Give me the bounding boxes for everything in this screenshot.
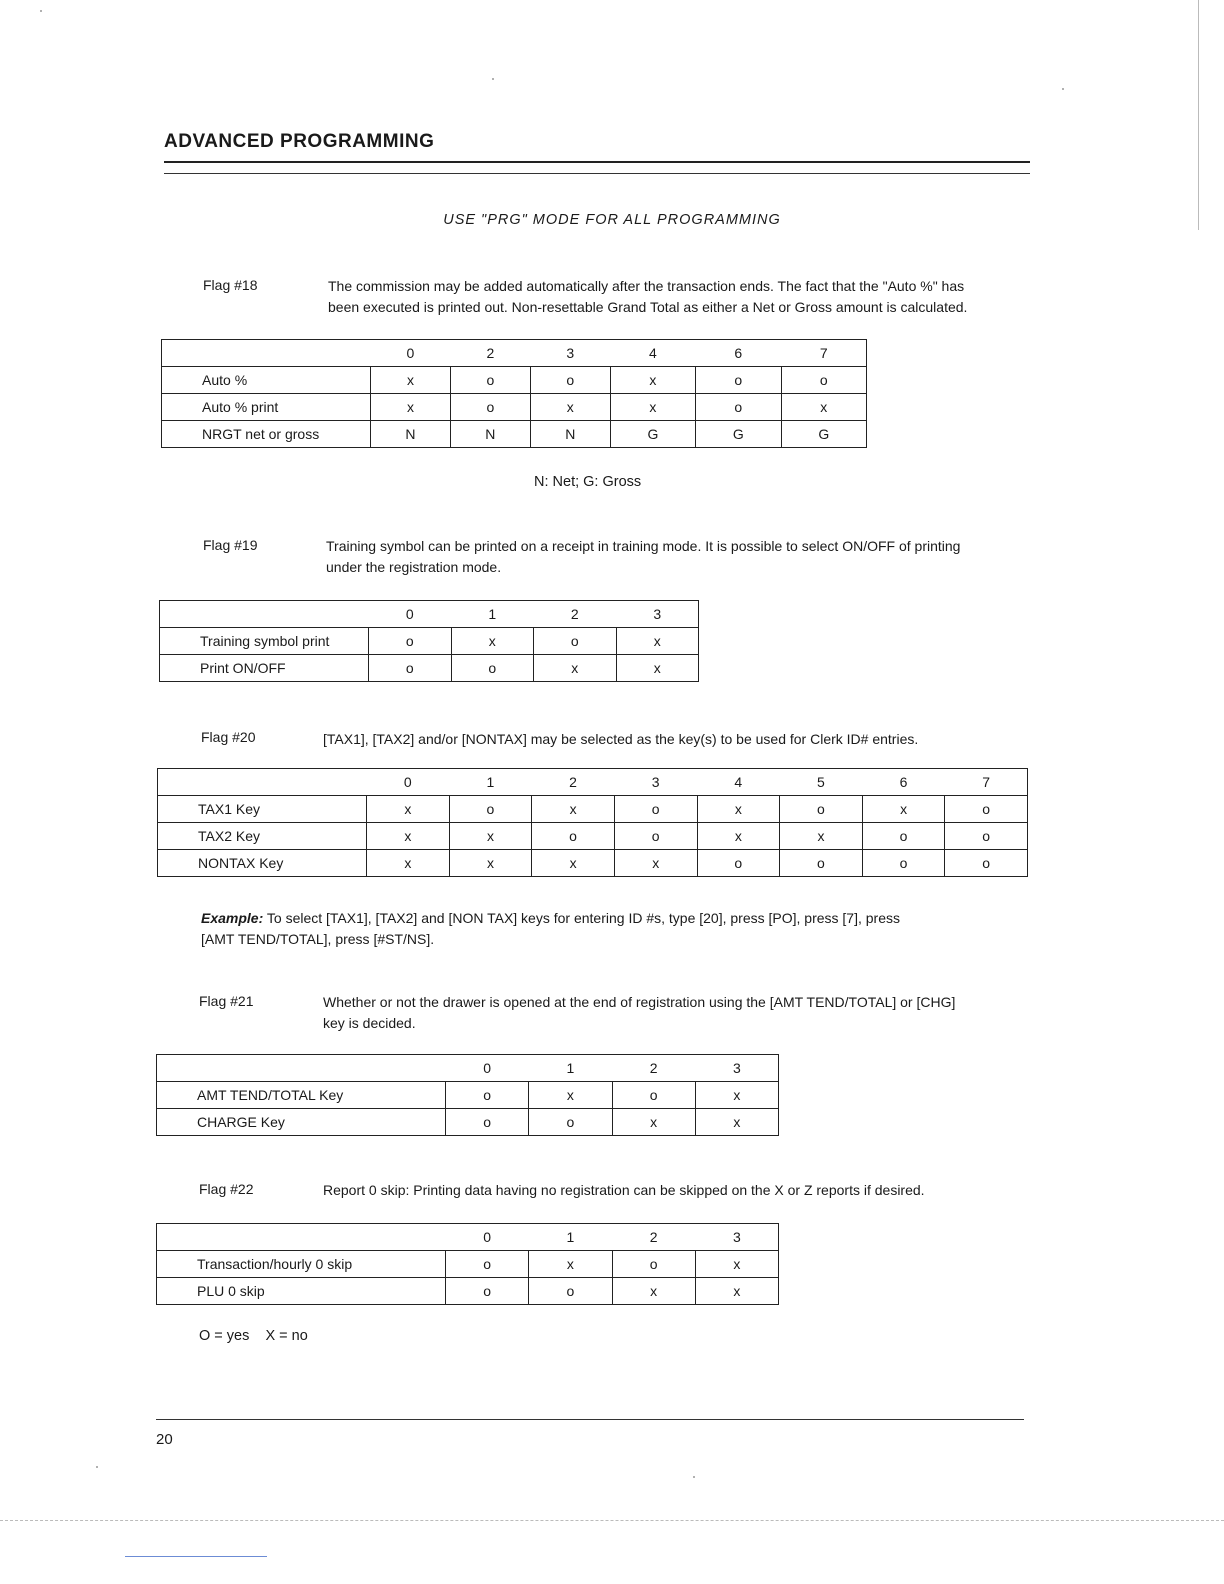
row-label: Auto % <box>162 367 371 394</box>
header-rule-secondary <box>164 173 1030 174</box>
scan-speck <box>40 10 42 12</box>
column-header: 4 <box>610 340 695 367</box>
table-cell: G <box>781 421 866 448</box>
column-header: 3 <box>530 340 610 367</box>
table-cell: o <box>614 823 697 850</box>
flag-21-desc-line: Whether or not the drawer is opened at the end of registration using the [AMT TEND/TOTAL] or [CHG] <box>323 994 956 1010</box>
flag-19-table <box>159 600 699 682</box>
scan-speck <box>1062 88 1064 90</box>
table-row <box>157 1082 779 1109</box>
table-cell: o <box>449 796 532 823</box>
table-cell: o <box>532 823 615 850</box>
table-cell: N <box>530 421 610 448</box>
column-header: 2 <box>534 601 617 628</box>
scan-speck <box>96 1466 98 1468</box>
table-cell: o <box>446 1251 529 1278</box>
table-cell: o <box>862 850 945 877</box>
table-cell: x <box>532 850 615 877</box>
footer-rule <box>156 1419 1024 1420</box>
scan-speck <box>492 78 494 80</box>
table-cell: o <box>446 1278 529 1305</box>
table-cell: G <box>610 421 695 448</box>
table-cell: x <box>612 1278 695 1305</box>
table-corner-cell <box>157 1055 446 1082</box>
flag-21-label: Flag #21 <box>199 993 254 1009</box>
table-cell: x <box>697 796 780 823</box>
table-cell: x <box>534 655 617 682</box>
table-cell: x <box>610 367 695 394</box>
table-cell: x <box>862 796 945 823</box>
column-header: 0 <box>446 1224 529 1251</box>
column-header: 4 <box>697 769 780 796</box>
column-header: 7 <box>781 340 866 367</box>
table-corner-cell <box>158 769 367 796</box>
flag-19-label: Flag #19 <box>203 537 258 553</box>
table-cell: o <box>697 850 780 877</box>
flag-20-description <box>323 729 1033 750</box>
row-label: Training symbol print <box>160 628 369 655</box>
row-label: PLU 0 skip <box>157 1278 446 1305</box>
table-header-row <box>157 1224 779 1251</box>
table-cell: x <box>449 823 532 850</box>
table-cell: x <box>371 367 451 394</box>
row-label: NRGT net or gross <box>162 421 371 448</box>
legend: O = yes X = no <box>199 1328 308 1344</box>
row-label: AMT TEND/TOTAL Key <box>157 1082 446 1109</box>
table-cell: x <box>367 850 450 877</box>
table-cell: x <box>367 796 450 823</box>
table-cell: x <box>529 1082 612 1109</box>
table-cell: o <box>534 628 617 655</box>
flag-22-label: Flag #22 <box>199 1181 254 1197</box>
column-header: 0 <box>446 1055 529 1082</box>
flag-22-table <box>156 1223 779 1305</box>
flag-20-label: Flag #20 <box>201 729 256 745</box>
flag-18-description <box>328 276 1033 318</box>
table-cell: o <box>530 367 610 394</box>
table-cell: x <box>449 850 532 877</box>
column-header: 3 <box>616 601 699 628</box>
table-header-row <box>160 601 699 628</box>
flag-18-desc-line: been executed is printed out. Non-resettable Grand Total as either a Net or Gross amount is calculated. <box>328 299 968 315</box>
table-header-row <box>157 1055 779 1082</box>
example-text: To select [TAX1], [TAX2] and [NON TAX] keys for entering ID #s, type [20], press [PO], press [7], press <box>266 910 900 926</box>
flag-21-description <box>323 992 1033 1034</box>
column-header: 0 <box>367 769 450 796</box>
table-row <box>157 1278 779 1305</box>
table-cell: o <box>945 796 1028 823</box>
scan-speck <box>693 1476 695 1478</box>
table-cell: x <box>781 394 866 421</box>
table-cell: x <box>610 394 695 421</box>
column-header: 3 <box>695 1055 778 1082</box>
flag-19-desc-line: Training symbol can be printed on a receipt in training mode. It is possible to select ON/OFF of printing <box>326 538 961 554</box>
table-cell: x <box>695 1082 778 1109</box>
column-header: 2 <box>612 1224 695 1251</box>
flag-18-note: N: Net; G: Gross <box>534 474 642 490</box>
table-cell: x <box>695 1251 778 1278</box>
column-header: 7 <box>945 769 1028 796</box>
table-cell: x <box>614 850 697 877</box>
flag-21-desc-line: key is decided. <box>323 1015 416 1031</box>
table-cell: o <box>696 367 781 394</box>
column-header: 6 <box>862 769 945 796</box>
table-cell: o <box>450 394 530 421</box>
table-row <box>160 628 699 655</box>
flag-18-desc-line: The commission may be added automatically after the transaction ends. The fact that the "Auto %" has <box>328 278 965 294</box>
table-cell: x <box>616 655 699 682</box>
page-header-title: ADVANCED PROGRAMMING <box>164 131 435 152</box>
example-label: Example: <box>201 910 264 926</box>
table-cell: o <box>612 1082 695 1109</box>
table-cell: o <box>369 628 452 655</box>
flag-22-desc-line: Report 0 skip: Printing data having no registration can be skipped on the X or Z reports if desired. <box>323 1182 925 1198</box>
table-cell: o <box>696 394 781 421</box>
table-corner-cell <box>160 601 369 628</box>
table-cell: o <box>529 1109 612 1136</box>
example-text-line2: [AMT TEND/TOTAL], press [#ST/NS]. <box>201 931 435 947</box>
table-cell: x <box>612 1109 695 1136</box>
flag-20-table <box>157 768 1028 877</box>
table-cell: o <box>529 1278 612 1305</box>
table-row <box>158 850 1028 877</box>
table-row <box>157 1251 779 1278</box>
column-header: 2 <box>450 340 530 367</box>
table-cell: N <box>371 421 451 448</box>
scan-edge-line <box>0 1520 1224 1521</box>
table-cell: x <box>780 823 863 850</box>
row-label: TAX1 Key <box>158 796 367 823</box>
table-row <box>157 1109 779 1136</box>
row-label: NONTAX Key <box>158 850 367 877</box>
flag-22-description <box>323 1180 1033 1201</box>
column-header: 1 <box>529 1055 612 1082</box>
column-header: 3 <box>695 1224 778 1251</box>
table-cell: o <box>945 850 1028 877</box>
flag-20-desc-line: [TAX1], [TAX2] and/or [NONTAX] may be selected as the key(s) to be used for Clerk ID# entries. <box>323 731 919 747</box>
table-row <box>158 823 1028 850</box>
column-header: 2 <box>612 1055 695 1082</box>
table-cell: x <box>451 628 534 655</box>
scan-blue-mark <box>125 1556 267 1557</box>
table-cell: x <box>529 1251 612 1278</box>
column-header: 6 <box>696 340 781 367</box>
table-row <box>162 394 867 421</box>
flag-19-description <box>326 536 1031 578</box>
table-header-row <box>162 340 867 367</box>
table-cell: x <box>367 823 450 850</box>
table-cell: x <box>695 1109 778 1136</box>
table-cell: o <box>862 823 945 850</box>
table-cell: x <box>616 628 699 655</box>
column-header: 1 <box>529 1224 612 1251</box>
table-cell: o <box>451 655 534 682</box>
mode-banner: USE "PRG" MODE FOR ALL PROGRAMMING <box>443 212 781 228</box>
table-cell: o <box>781 367 866 394</box>
table-cell: x <box>695 1278 778 1305</box>
header-rule <box>164 161 1030 163</box>
table-cell: x <box>371 394 451 421</box>
table-cell: o <box>369 655 452 682</box>
column-header: 5 <box>780 769 863 796</box>
page-number: 20 <box>156 1431 173 1448</box>
table-header-row <box>158 769 1028 796</box>
table-corner-cell <box>162 340 371 367</box>
flag-20-example <box>201 908 1031 950</box>
row-label: TAX2 Key <box>158 823 367 850</box>
table-row <box>162 367 867 394</box>
table-cell: x <box>530 394 610 421</box>
flag-19-desc-line: under the registration mode. <box>326 559 502 575</box>
table-cell: o <box>446 1109 529 1136</box>
row-label: Auto % print <box>162 394 371 421</box>
table-cell: x <box>697 823 780 850</box>
scan-edge-vertical <box>1198 0 1199 230</box>
table-row <box>162 421 867 448</box>
table-row <box>160 655 699 682</box>
flag-18-label: Flag #18 <box>203 277 258 293</box>
column-header: 1 <box>449 769 532 796</box>
table-cell: o <box>614 796 697 823</box>
column-header: 1 <box>451 601 534 628</box>
table-cell: o <box>780 796 863 823</box>
table-cell: o <box>945 823 1028 850</box>
table-cell: o <box>446 1082 529 1109</box>
column-header: 0 <box>371 340 451 367</box>
table-cell: G <box>696 421 781 448</box>
row-label: Transaction/hourly 0 skip <box>157 1251 446 1278</box>
table-cell: N <box>450 421 530 448</box>
column-header: 2 <box>532 769 615 796</box>
table-cell: o <box>612 1251 695 1278</box>
table-cell: o <box>450 367 530 394</box>
row-label: Print ON/OFF <box>160 655 369 682</box>
column-header: 0 <box>369 601 452 628</box>
table-cell: o <box>780 850 863 877</box>
flag-21-table <box>156 1054 779 1136</box>
column-header: 3 <box>614 769 697 796</box>
flag-18-table <box>161 339 867 448</box>
row-label: CHARGE Key <box>157 1109 446 1136</box>
table-row <box>158 796 1028 823</box>
table-corner-cell <box>157 1224 446 1251</box>
table-cell: x <box>532 796 615 823</box>
